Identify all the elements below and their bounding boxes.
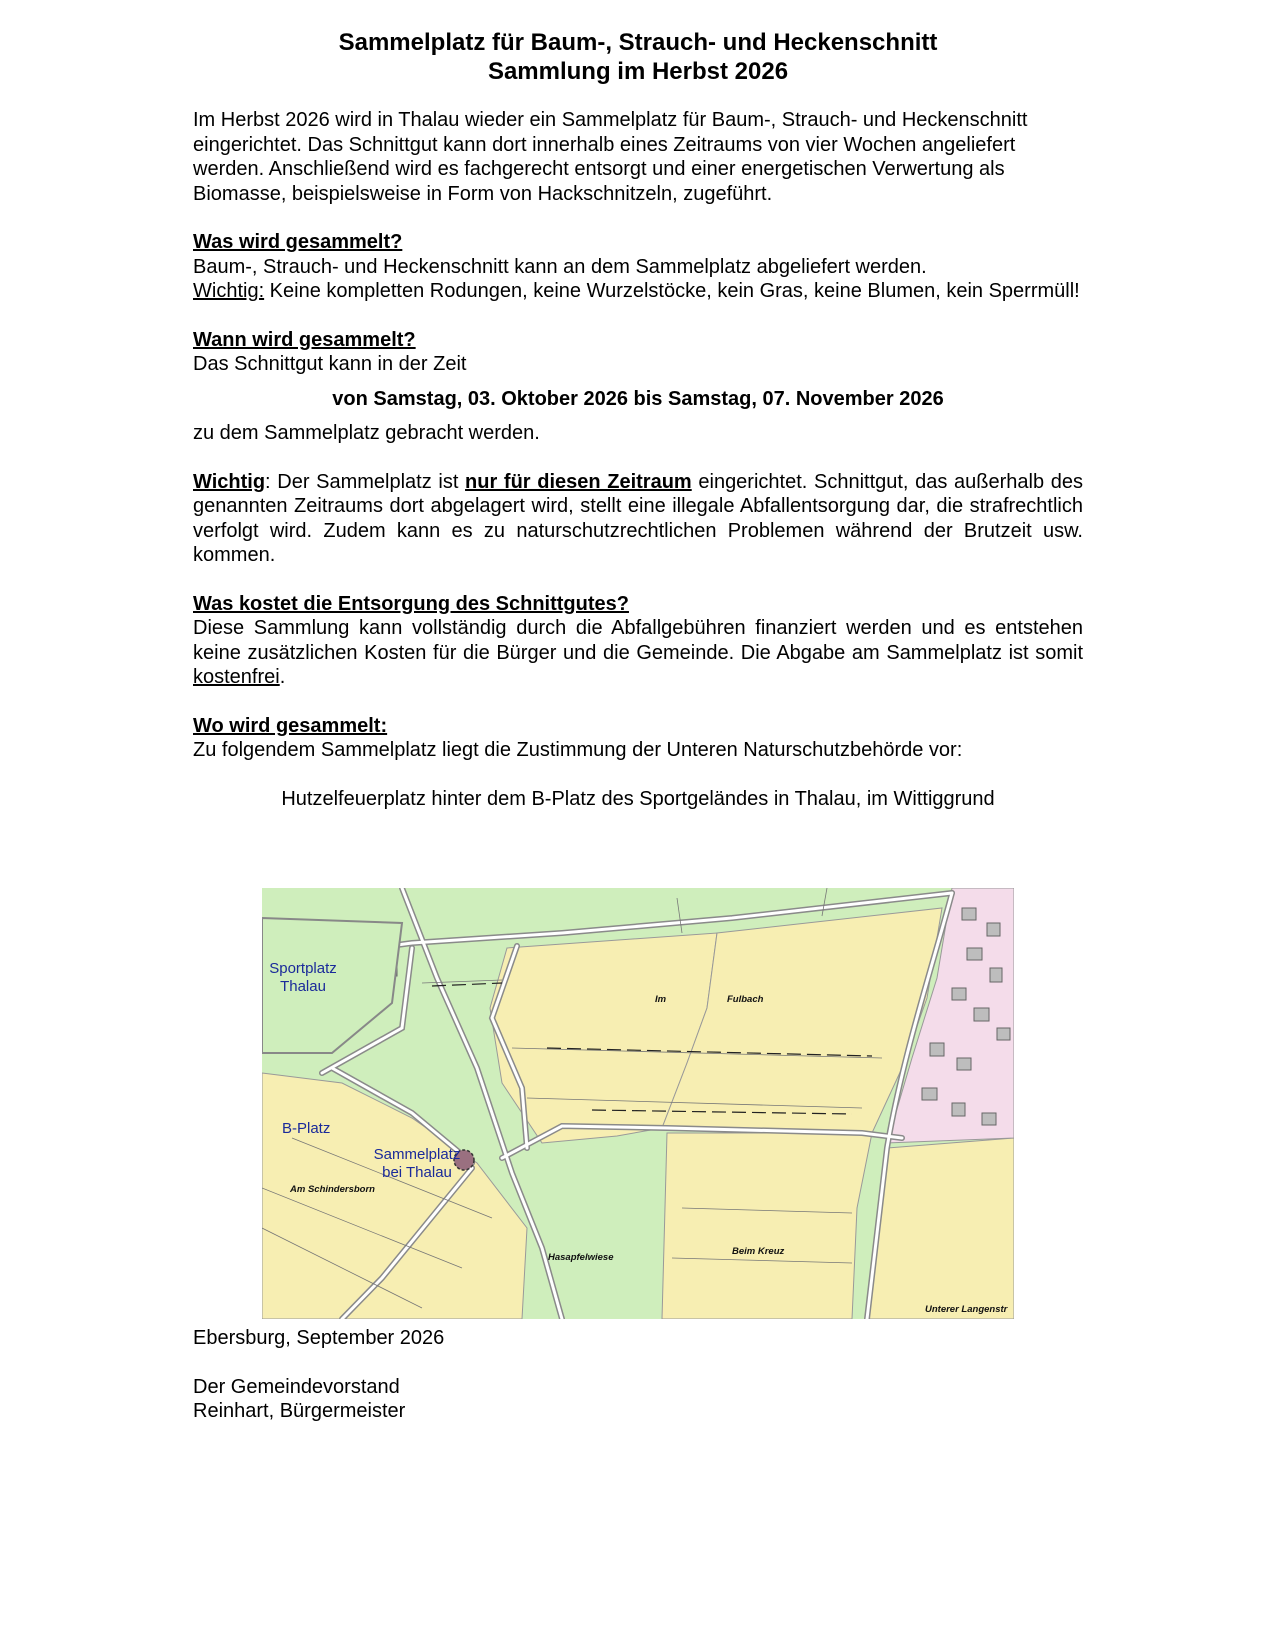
map-label-sammelplatz [362,1146,472,1182]
map-label-hasapfelwiese: Hasapfelwiese [548,1252,614,1263]
signature-block [193,1326,1083,1424]
what-important [193,279,1083,304]
cost-heading: Was kostet die Entsorgung des Schnittgutes? [193,592,629,615]
map-label-sportplatz-1: Sportplatz [269,960,337,977]
where-text: Zu folgendem Sammelplatz liegt die Zustimmung der Unteren Naturschutzbehörde vor: [193,739,963,761]
map-label-schindersborn: Am Schindersborn [290,1184,375,1195]
what-important-text: Keine kompletten Rodungen, keine Wurzelstöcke, kein Gras, keine Blumen, kein Sperrmüll! [264,280,1080,302]
signatory: Reinhart, Bürgermeister [193,1400,406,1422]
title-line-1: Sammelplatz für Baum-, Strauch- und Heckenschnitt [338,29,938,56]
when-heading: Wann wird gesammelt? [193,328,416,351]
warning-part-1: Der Sammelplatz ist [270,470,466,493]
section-where [193,714,1083,812]
cost-free: kostenfrei [193,666,280,688]
place-date: Ebersburg, September 2026 [193,1327,445,1349]
map-label-sportplatz [266,960,340,996]
warning-paragraph [193,470,1083,568]
location-map [262,888,1014,1319]
section-cost [193,592,1083,690]
warning-emphasis: nur für diesen Zeitraum [465,470,692,493]
map-drawing [262,888,1014,1319]
map-label-bplatz: B-Platz [282,1120,331,1137]
page-title [193,28,1083,86]
map-field-langenstr [867,1138,1014,1319]
cost-text [193,616,1083,690]
document-body [193,28,1083,811]
warning-label: Wichtig [193,470,266,493]
map-label-langenstr: Unterer Langenstr [925,1304,1008,1315]
map-label-sportplatz-2: Thalau [280,978,326,995]
warning-part-2: eingerichtet. Schnittgut, das außerhalb des genannten Zeitraums dort abgelagert wird, stellt eine illegale Abfallentsorgung dar, die strafrechtlich verfolgt wird. Zudem kann es zu naturschutzrechtlichen Problemen während der Brutzeit usw. kommen. [193,470,1083,566]
what-important-label: Wichtig: [193,280,265,302]
map-label-sammelplatz-1: Sammelplatz [373,1146,461,1163]
when-text: Das Schnittgut kann in der Zeit [193,353,467,375]
collection-dates: von Samstag, 03. Oktober 2026 bis Samstag, 07. November 2026 [332,387,944,410]
map-field-kreuz [662,1133,872,1319]
where-heading: Wo wird gesammelt: [193,714,388,737]
section-when [193,328,1083,446]
map-label-im: Im [655,994,667,1005]
what-heading: Was wird gesammelt? [193,231,403,253]
cost-end: . [279,666,286,688]
map-label-sammelplatz-2: bei Thalau [382,1164,452,1181]
what-text: Baum-, Strauch- und Heckenschnitt kann an dem Sammelplatz abgeliefert werden. [193,255,927,278]
section-what [193,230,1083,304]
when-after: zu dem Sammelplatz gebracht werden. [193,422,540,444]
cost-text-main: Diese Sammlung kann vollständig durch die Abfallgebühren finanziert werden und es entstehen keine zusätzlichen Kosten für die Bürger und die Gemeinde. Die Abgabe am Sammelplatz ist somit [193,617,1083,664]
authority: Der Gemeindevorstand [193,1375,400,1398]
title-line-2: Sammlung im Herbst 2026 [487,58,789,85]
location-line: Hutzelfeuerplatz hinter dem B-Platz des Sportgeländes in Thalau, im Wittiggrund [281,787,995,810]
map-label-fulbach: Fulbach [727,994,764,1005]
map-label-beimkreuz: Beim Kreuz [732,1246,785,1257]
warning-colon: : [265,470,271,493]
intro-paragraph: Im Herbst 2026 wird in Thalau wieder ein Sammelplatz für Baum-, Strauch- und Heckenschnitt eingerichtet. Das Schnittgut kann dort innerhalb eines Zeitraums von vier Wochen angeliefert werden. Anschließend wird es fachgerecht entsorgt und einer energetischen Verwertung als Biomasse, beispielsweise in Form von Hackschnitzeln, zugeführt. [193,109,1028,205]
